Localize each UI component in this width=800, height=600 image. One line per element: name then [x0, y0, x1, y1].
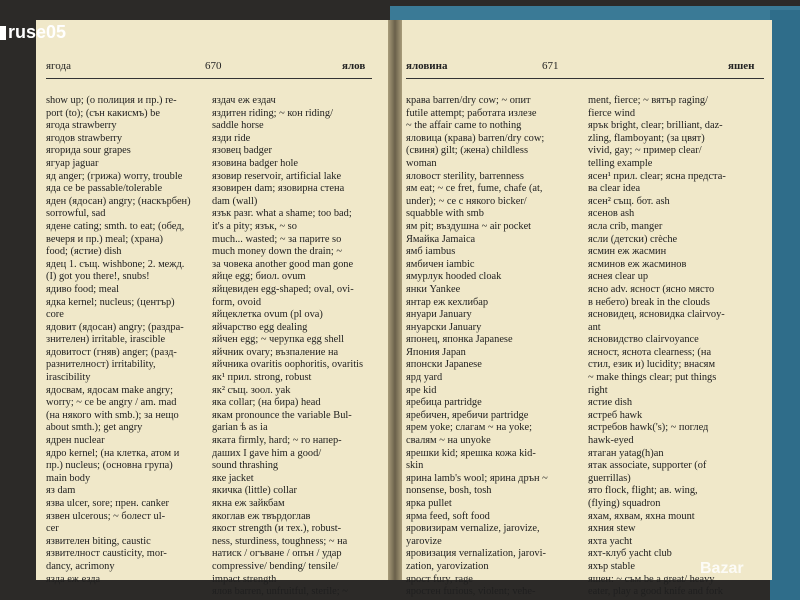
left-page-number: 670	[205, 60, 222, 72]
dictionary-line: яз dam	[46, 485, 76, 497]
book-gutter	[388, 20, 402, 580]
dictionary-line: dancy, acrimony	[46, 560, 115, 572]
dictionary-line: яден (ядосан) angry; (наскърбен)	[46, 195, 191, 207]
site-logo: Bazar	[700, 560, 744, 577]
dictionary-line: ядец 1. същ. wishbone; 2. межд.	[46, 258, 185, 270]
dictionary-line: язовец badger	[212, 145, 272, 157]
dictionary-line: разнителност) irritability,	[46, 359, 156, 371]
dictionary-line: ягорида sour grapes	[46, 145, 131, 157]
dictionary-line: яйчник ovary; възпаление на	[212, 346, 339, 358]
dictionary-line: крава barren/dry cow; ~ опит	[406, 95, 531, 106]
dictionary-line: (I) got you there!, snubs!	[46, 271, 150, 283]
dictionary-line: язовир reservoir, artificial lake	[212, 170, 342, 182]
dictionary-line: язвителен biting, caustic	[46, 535, 151, 547]
dictionary-line: якост strength (и тех.), robust-	[212, 523, 342, 535]
dictionary-line: якам pronounce the variable Bul-	[212, 409, 352, 421]
dictionary-line: ятак associate, supporter (of	[588, 460, 707, 472]
left-page-column-1	[46, 95, 198, 586]
dictionary-line: якaта firmly, hard; ~ го напер-	[212, 435, 342, 447]
dictionary-line: в небето) break in the clouds	[588, 296, 710, 308]
dictionary-line: знителен) irritable, irascible	[46, 334, 166, 346]
dictionary-line: ястребов hawk('s); ~ поглед	[588, 422, 709, 434]
dictionary-line: ямурлук hooded cloak	[406, 271, 502, 283]
dictionary-line: яда се be passable/tolerable	[46, 183, 163, 195]
dictionary-line: eater, play a good knife and fork	[588, 586, 723, 598]
dictionary-line: язовирен dam; язовирна стена	[212, 183, 345, 195]
dictionary-line: яхам, яхвам, яхна mount	[588, 510, 695, 522]
dictionary-line: ядка kernel; nucleus; (център)	[46, 296, 175, 308]
dictionary-line: якоглав еж твърдоглав	[212, 510, 311, 522]
dictionary-line: fierce wind	[588, 107, 636, 119]
dictionary-line: woman	[406, 157, 437, 169]
dictionary-line: стил, език и) lucidity; внасям	[588, 359, 716, 371]
dictionary-line: ядовит (ядосан) angry; (раздра-	[46, 321, 184, 333]
dictionary-line: ято flock, flight; ав. wing,	[588, 485, 698, 497]
dictionary-line: ядрен nuclear	[46, 435, 105, 447]
dictionary-line: якна еж зайкбам	[212, 498, 285, 509]
dictionary-line: (свиня) gilt; (жена) childless	[406, 145, 528, 157]
dictionary-line: язда еж езда	[46, 573, 101, 585]
dictionary-line: ясмин еж жасмин	[588, 246, 667, 258]
dictionary-line: ястие dish	[588, 397, 633, 409]
dictionary-line: saddle horse	[212, 120, 264, 132]
dictionary-line: under); ~ се с някого bicker/	[406, 195, 527, 207]
dictionary-line: hawk-eyed	[588, 435, 634, 447]
dictionary-line: язва ulcer, sore; прен. canker	[46, 498, 170, 509]
dictionary-line: яровизирам vernalize, jarovize,	[406, 523, 540, 535]
dictionary-line: zation, yarovization	[406, 560, 489, 572]
dictionary-line: port (to); (сън какисмъ) be	[46, 107, 160, 119]
dictionary-line: core	[46, 309, 64, 321]
dictionary-line: ~ make things clear; put things	[588, 372, 717, 384]
dictionary-line: food; (ястие) dish	[46, 246, 122, 258]
dictionary-line: it's a pity; язък, ~ so	[212, 220, 297, 232]
dictionary-line: ястреб hawk	[588, 409, 643, 421]
dictionary-line: як¹ прил. strong, robust	[212, 372, 312, 384]
dictionary-line: яка collar; (на бира) head	[212, 397, 321, 409]
dictionary-line: ям pit; въздушна ~ air pocket	[406, 220, 532, 232]
dictionary-line: worry; ~ се be angry / am. mad	[46, 397, 177, 409]
dictionary-line: януари January	[406, 309, 472, 321]
dictionary-line: zling, flamboyant; (за цвят)	[588, 132, 705, 144]
dictionary-line: яд anger; (грижа) worry, trouble	[46, 170, 183, 182]
dictionary-line: яребичен, яребичи partridge	[406, 409, 529, 421]
dictionary-line: язовина badger hole	[212, 157, 299, 169]
dictionary-line: яловица (крава) barren/dry cow;	[406, 132, 545, 144]
dictionary-line: якичка (little) collar	[212, 485, 297, 497]
dictionary-line: янтар еж кехлибар	[406, 296, 489, 308]
dictionary-line: guerrillas)	[588, 472, 631, 484]
dictionary-line: ягуар jaguar	[46, 157, 99, 169]
dictionary-line: ятаган yatag(h)an	[588, 447, 664, 459]
dictionary-line: ярък bright, clear; brilliant, daz-	[588, 120, 723, 132]
dictionary-line: язвителност causticity, mor-	[46, 548, 167, 560]
dictionary-line: яхър stable	[588, 560, 635, 572]
dictionary-line: ярост fury, rage	[406, 573, 473, 585]
right-running-head-first: яловина	[406, 60, 448, 72]
dictionary-line: ясминов еж жасминов	[588, 258, 687, 270]
dictionary-line: японски Japanese	[406, 359, 482, 371]
dictionary-line: яровизация vernalization, jarovi-	[406, 548, 546, 560]
dictionary-line: ant	[588, 321, 601, 333]
dictionary-line: ядосвам, ядосам make angry;	[46, 384, 173, 396]
dictionary-line: ясенов ash	[588, 208, 635, 220]
dictionary-line: garian ѣ as ia	[212, 422, 268, 434]
right-page-column-2	[588, 95, 764, 599]
dictionary-line: ярка pullet	[406, 498, 452, 509]
dictionary-line: яздитен riding; ~ кон riding/	[212, 107, 333, 119]
dictionary-line: яйцеклетка ovum (pl ova)	[212, 309, 323, 321]
dictionary-line: ярешки kid; ярешка кожа kid-	[406, 447, 536, 459]
dictionary-line: янки Yankee	[406, 283, 461, 295]
dictionary-line: about smth.); get angry	[46, 422, 143, 434]
dictionary-line: яздач еж ездач	[212, 95, 276, 106]
dictionary-line: vivid, gay; ~ пример clear/	[588, 145, 702, 157]
right-header-rule	[406, 78, 764, 79]
dictionary-line: futile attempt; работата излезе	[406, 107, 537, 119]
left-running-head-first: ягода	[46, 60, 71, 72]
dictionary-line: much... wasted; ~ за парите so	[212, 233, 342, 245]
dictionary-line: ярем yoke; слагам ~ на yoke;	[406, 422, 532, 434]
dictionary-line: яхта yacht	[588, 535, 633, 547]
dictionary-line: cer	[46, 523, 59, 535]
dictionary-line: yarovize	[406, 535, 442, 547]
dictionary-line: яйцевиден egg-shaped; oval, ovi-	[212, 283, 354, 295]
right-page-number: 671	[542, 60, 559, 72]
dictionary-line: main body	[46, 472, 91, 484]
dictionary-line: (flying) squadron	[588, 498, 661, 509]
dictionary-line: януарски January	[406, 321, 482, 333]
dictionary-line: ярина lamb's wool; ярина дрън ~	[406, 472, 548, 484]
dictionary-line: вечеря и пр.) meal; (храна)	[46, 233, 163, 245]
dictionary-line: язди ride	[212, 132, 251, 144]
dictionary-line: ядовитост (гняв) anger; (разд-	[46, 346, 177, 358]
dictionary-line: японец, японка Japanese	[406, 334, 513, 346]
dictionary-line: даших I gave him a good/	[212, 447, 322, 459]
dictionary-line: яловост sterility, barrenness	[406, 170, 524, 182]
dictionary-line: ярма feed, soft food	[406, 510, 490, 522]
dictionary-line: ясновидство clairvoyance	[588, 334, 699, 346]
dictionary-line: ягодов strawberry	[46, 132, 123, 144]
dictionary-line: яхт-клуб yacht club	[588, 548, 672, 560]
dictionary-line: яйчен egg; ~ черупка egg shell	[212, 334, 345, 346]
dictionary-line: яснея clear up	[588, 271, 649, 283]
dictionary-line: ясност, яснота clearness; (на	[588, 346, 712, 358]
dictionary-line: squabble with smb	[406, 208, 484, 220]
dictionary-line: ясен¹ прил. clear; ясна предста-	[588, 170, 726, 182]
dictionary-line: ~ the affair came to nothing	[406, 120, 522, 132]
dictionary-line: яйчника ovaritis oophoritis, ovaritis	[212, 359, 364, 371]
watermark-icon	[0, 26, 6, 40]
left-header-rule	[46, 78, 372, 79]
dictionary-line: ясно adv. ясност (ясно място	[588, 283, 715, 295]
dictionary-line: much money down the drain; ~	[212, 246, 342, 258]
dictionary-line: ness, sturdiness, toughness; ~ на	[212, 535, 348, 547]
watermark-text: ruse05	[8, 22, 67, 42]
dictionary-line: ясла crib, manger	[588, 220, 663, 232]
dictionary-line: ясновидец, ясновидка clairvoy-	[588, 309, 725, 321]
dictionary-line: яке jacket	[212, 472, 254, 484]
dictionary-line: яйце egg; биол. ovum	[212, 271, 306, 283]
dictionary-line: ям eat; ~ се fret, fume, chafe (at,	[406, 183, 543, 195]
dictionary-line: язвен ulcerous; ~ болест ul-	[46, 510, 166, 522]
dictionary-line: nonsense, bosh, tosh	[406, 485, 492, 497]
dictionary-line: яре kid	[406, 384, 437, 396]
book-cover-side	[770, 10, 800, 600]
dictionary-line: ялов barren, unfruitful, sterile; ~	[212, 586, 348, 598]
dictionary-line: язък разг. what a shame; too bad;	[212, 208, 352, 220]
dictionary-line: irascibility	[46, 372, 91, 384]
dictionary-line: ment, fierce; ~ вятър raging/	[588, 95, 709, 106]
dictionary-line: пр.) nucleus; (основна група)	[46, 460, 173, 472]
dictionary-line: яйчарство egg dealing	[212, 321, 308, 333]
dictionary-line: яшен: ~ съм be a great/ heavy	[588, 573, 715, 585]
dictionary-line: (на някого with smb.); за нещо	[46, 409, 179, 421]
dictionary-line: ва clear idea	[588, 183, 641, 195]
dictionary-line: яростен furious, violent; vehe-	[406, 586, 536, 598]
dictionary-line: яребица partridge	[406, 397, 482, 409]
dictionary-line: натиск / огъване / опън / удар	[212, 548, 342, 560]
dictionary-line: sound thrashing	[212, 460, 279, 472]
dictionary-line: ядене cating; smth. to eat; (обед,	[46, 220, 185, 232]
dictionary-line: ярд yard	[406, 372, 443, 384]
dictionary-line: compressive/ bending/ tensile/	[212, 560, 339, 572]
dictionary-line: яхния stew	[588, 523, 636, 535]
dictionary-line: skin	[406, 460, 424, 472]
dictionary-line: за човека another good man gone	[212, 258, 354, 270]
dictionary-line: свалям ~ на unyoke	[406, 435, 491, 447]
dictionary-line: form, ovoid	[212, 296, 262, 308]
right-page-column-1	[406, 95, 582, 599]
dictionary-line: impact strength	[212, 573, 277, 585]
dictionary-line: Ямайка Jamaica	[406, 233, 476, 245]
dictionary-line: Япония Japan	[406, 346, 466, 358]
dictionary-line: ямб iambus	[406, 246, 456, 258]
dictionary-line: ямбичен iambic	[406, 258, 475, 270]
right-running-head-last: яшен	[728, 60, 755, 72]
dictionary-line: ядро kernel; (на клетка, атом и	[46, 447, 180, 459]
dictionary-line: sorrowful, sad	[46, 208, 106, 220]
dictionary-line: ягода strawberry	[46, 120, 117, 132]
dictionary-line: ясли (детски) crèche	[588, 233, 678, 245]
dictionary-line: right	[588, 384, 608, 396]
dictionary-line: telling example	[588, 157, 653, 169]
dictionary-line: як² същ. зоол. yak	[212, 384, 291, 396]
dictionary-line: show up; (о полиция и пр.) re-	[46, 95, 177, 106]
left-running-head-last: ялов	[342, 60, 366, 72]
dictionary-line: ядиво food; meal	[46, 283, 119, 295]
dictionary-line: ясен² същ. бот. ash	[588, 195, 670, 207]
dictionary-line: dam (wall)	[212, 195, 258, 207]
left-page-column-2	[212, 95, 372, 599]
